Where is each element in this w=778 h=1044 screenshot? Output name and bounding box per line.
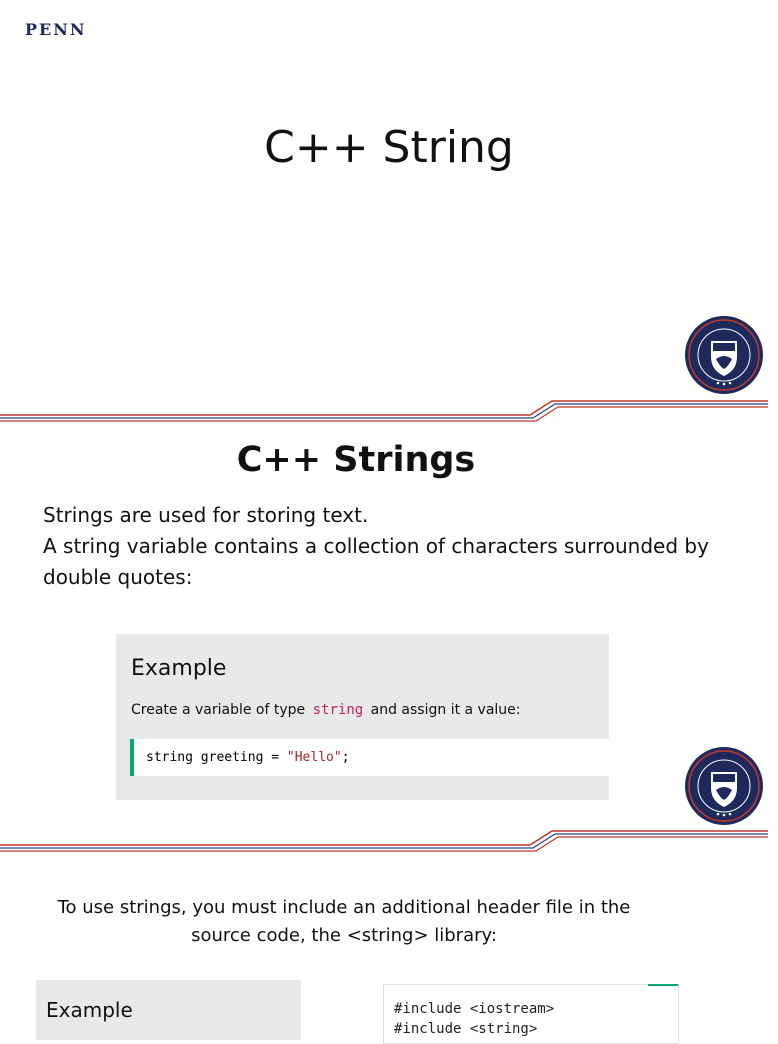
code-string: "Hello" xyxy=(286,750,342,765)
example-box xyxy=(36,980,301,1040)
penn-logo: PENN xyxy=(25,20,87,39)
code-suffix: ; xyxy=(341,750,350,765)
strings-slide xyxy=(0,420,768,860)
code-lines xyxy=(394,999,554,1039)
slide-heading: C++ Strings xyxy=(236,440,476,480)
paragraph-line: source code, the <string> library: xyxy=(191,925,497,946)
school-seal-icon xyxy=(684,746,764,826)
code-line: #include <string> xyxy=(394,1021,538,1037)
paragraph-line: double quotes: xyxy=(43,565,193,589)
desc-after: and assign it a value: xyxy=(370,702,521,718)
code-block xyxy=(383,984,679,1044)
desc-keyword: string xyxy=(312,702,364,718)
example-box xyxy=(116,634,609,800)
code-prefix: string greeting = xyxy=(146,750,287,765)
intro-paragraph xyxy=(43,500,743,593)
paragraph-line: Strings are used for storing text. xyxy=(43,503,369,527)
desc-before: Create a variable of type xyxy=(131,702,306,718)
school-seal-icon xyxy=(684,315,764,395)
code-accent-bar xyxy=(648,984,678,986)
paragraph-line: To use strings, you must include an additional header file in the xyxy=(57,897,631,918)
code-block xyxy=(130,739,609,776)
include-slide xyxy=(0,850,768,1037)
example-description xyxy=(131,702,521,718)
paragraph-line: A string variable contains a collection of characters surrounded by xyxy=(43,534,709,558)
slide-title: C++ String xyxy=(264,122,514,173)
code-line: #include <iostream> xyxy=(394,1001,555,1017)
code-line xyxy=(146,750,350,765)
include-paragraph xyxy=(0,894,688,950)
example-title: Example xyxy=(131,656,227,681)
title-slide xyxy=(0,0,768,430)
example-title: Example xyxy=(46,998,133,1022)
